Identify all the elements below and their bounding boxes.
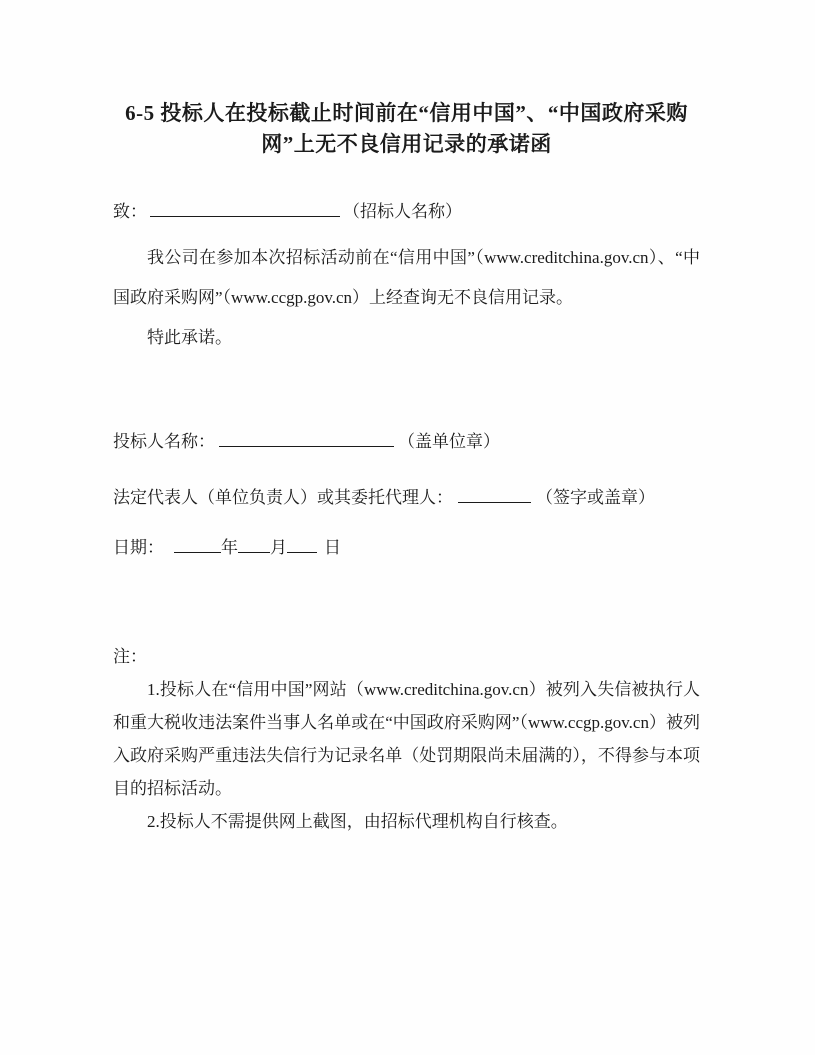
title-line-2: 网”上无不良信用记录的承诺函 [261, 132, 552, 156]
representative-line [113, 486, 700, 510]
commitment-line: 特此承诺。 [147, 328, 232, 347]
bidder-name-blank-field [219, 430, 394, 447]
date-year-blank-field [174, 536, 221, 553]
bidder-name-line [113, 430, 700, 454]
company-seal-note: （盖单位章） [398, 432, 500, 451]
representative-label: 法定代表人（单位负责人）或其委托代理人： [113, 488, 453, 507]
date-month-blank-field [238, 536, 270, 553]
salutation-label: 致： [113, 202, 147, 221]
notes-heading: 注： [113, 647, 147, 666]
date-month-label: 月 [270, 538, 287, 557]
representative-blank-field [458, 486, 531, 503]
date-year-label: 年 [221, 538, 238, 557]
note-item-2: 2.投标人不需提供网上截图，由招标代理机构自行核查。 [147, 812, 568, 831]
title-line-1: 6-5 投标人在投标截止时间前在“信用中国”、“中国政府采购 [125, 101, 688, 125]
signature-seal-note: （签字或盖章） [536, 488, 655, 507]
date-label: 日期： [113, 538, 164, 557]
notes-section [113, 640, 700, 838]
body-paragraph: 我公司在参加本次招标活动前在“信用中国”（www.creditchina.gov.cn）、“中国政府采购网”（www.ccgp.gov.cn）上经查询无不良信用记录。 [113, 248, 700, 307]
salutation-suffix: （招标人名称） [343, 202, 462, 221]
note-item-1: 1.投标人在“信用中国”网站（www.creditchina.gov.cn）被列入失信被执行人和重大税收违法案件当事人名单或在“中国政府采购网”（www.ccgp.gov.cn）被列入政府采购严重违法失信行为记录名单（处罚期限尚未届满的），不得参与本项目的招标活动。 [113, 680, 700, 798]
bidder-name-label: 投标人名称： [113, 432, 215, 451]
document-title [113, 98, 700, 160]
date-day-blank-field [287, 536, 317, 553]
addressee-blank-field [150, 200, 340, 217]
salutation-line [113, 200, 700, 224]
date-day-label: 日 [324, 538, 341, 557]
date-line [113, 536, 700, 560]
